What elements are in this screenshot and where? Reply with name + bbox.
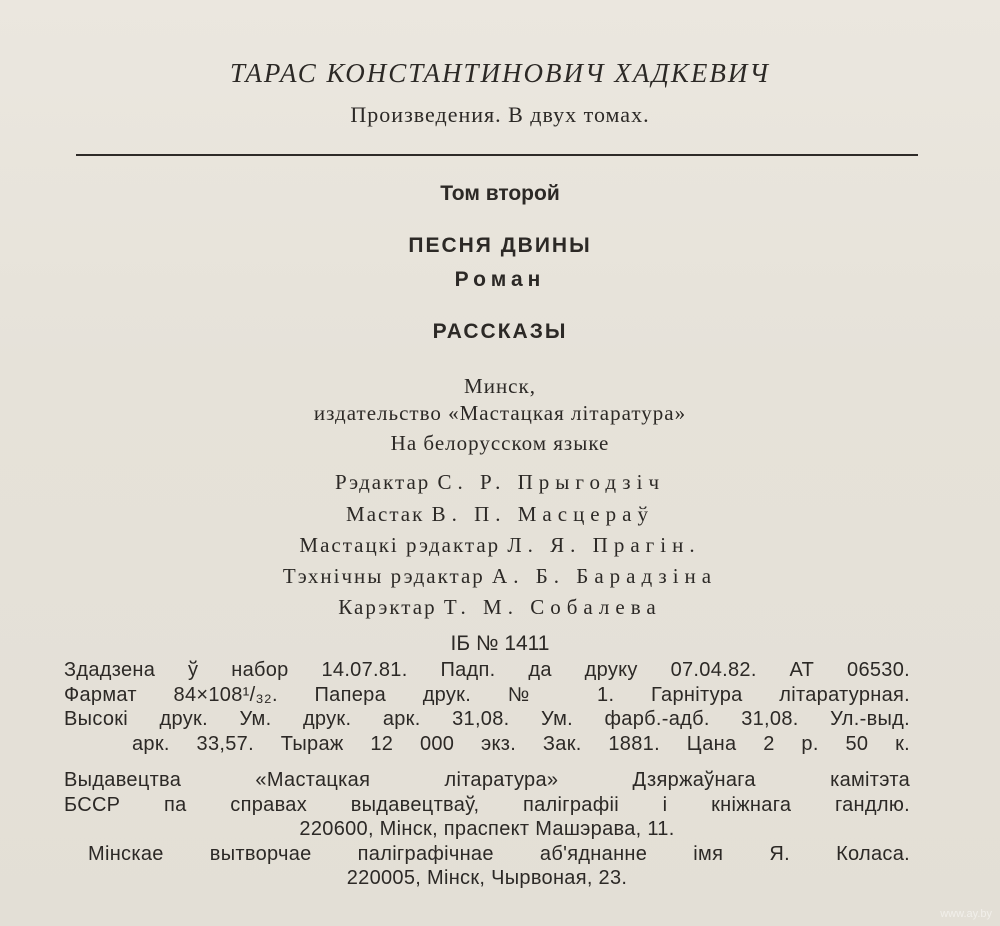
publisher-name: издательство «Мастацкая літаратура» [313, 401, 687, 425]
credit-person: Т. М. Собалева [443, 595, 662, 619]
credit-role: Тэхнічны рэдактар [282, 564, 485, 588]
imprint-line: Высокі друк. Ум. друк. арк. 31,08. Ум. фарб.-адб. 31,08. Ул.-выд. [64, 708, 910, 730]
stories-heading: РАССКАЗЫ [432, 320, 568, 343]
imprint-line: Мінскае вытворчае паліграфічнае аб'яднанне імя Я. Коласа. [88, 842, 910, 865]
volume-label: Том второй [440, 182, 560, 205]
credit-person: В. П. Масцераў [431, 502, 654, 526]
work-title: ПЕСНЯ ДВИНЫ [408, 234, 592, 257]
imprint-line: Здадзена ў набор 14.07.81. Падп. да друку 07.04.82. АТ 06530. [64, 659, 910, 681]
credit-role: Мастак [346, 502, 425, 526]
credit-person: А. Б. Барадзіна [492, 564, 718, 588]
credit-person: Л. Я. Прагін. [507, 533, 701, 557]
publication-city: Минск, [464, 374, 536, 398]
credit-proofreader [0, 595, 1000, 620]
publication-language: На белорусском языке [390, 431, 610, 455]
collection-subtitle: Произведения. В двух томах. [350, 102, 650, 127]
credit-technical-editor [0, 564, 1000, 589]
imprint-line: Фармат 84×108¹/₃₂. Папера друк. № 1. Гарнітура літаратурная. [64, 683, 910, 706]
ib-number: ІБ № 1411 [450, 632, 550, 655]
author-name: ТАРАС КОНСТАНТИНОВИЧ ХАДКЕВИЧ [230, 58, 770, 88]
credit-editor [0, 470, 1000, 495]
imprint-publisher-block [64, 768, 910, 891]
imprint-line: БССР па справах выдавецтваў, паліграфіі і кніжнага гандлю. [64, 793, 910, 816]
credit-person: С. Р. Прыгодзіч [437, 470, 666, 494]
imprint-line: Выдавецтва «Мастацкая літаратура» Дзяржаўнага камітэта [64, 769, 910, 791]
site-watermark: www.ay.by [940, 908, 992, 920]
credit-art-editor [0, 533, 1000, 558]
work-genre: Роман [454, 268, 546, 291]
credit-role: Карэктар [338, 595, 437, 619]
credit-role: Рэдактар [334, 470, 431, 494]
credit-artist [0, 502, 1000, 527]
imprint-line: 220600, Мінск, праспект Машэрава, 11. [299, 818, 675, 840]
imprint-line: арк. 33,57. Тыраж 12 000 экз. Зак. 1881. Цана 2 р. 50 к. [132, 732, 910, 755]
imprint-line: 220005, Мінск, Чырвоная, 23. [346, 867, 628, 889]
imprint-specifications [64, 658, 910, 756]
credit-role: Мастацкі рэдактар [299, 533, 501, 557]
horizontal-divider [76, 154, 918, 156]
